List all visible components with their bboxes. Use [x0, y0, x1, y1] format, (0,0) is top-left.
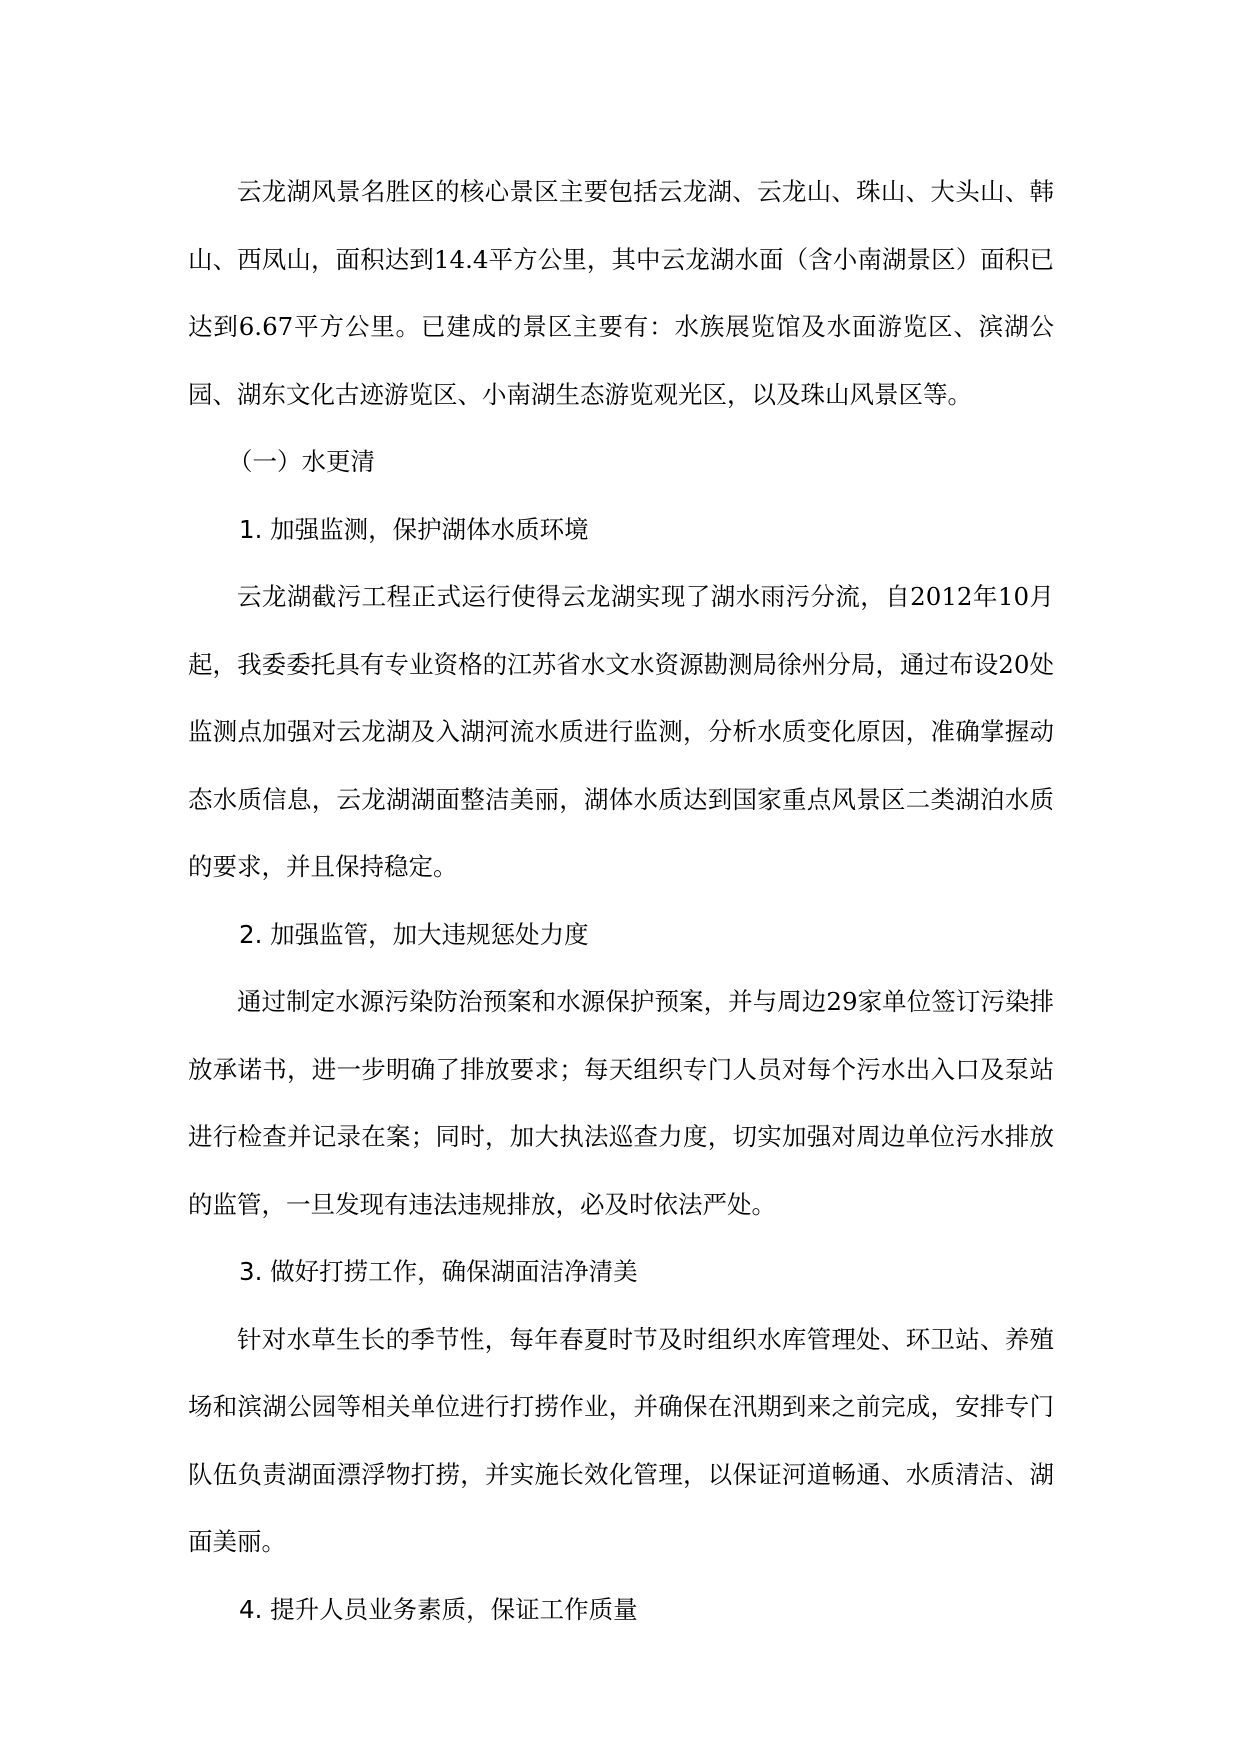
item-3-heading: 3. 做好打捞工作，确保湖面洁净清美 — [239, 1257, 638, 1286]
item-4-heading: 4. 提升人员业务素质，保证工作质量 — [239, 1594, 638, 1624]
item-2-heading: 2. 加强监管，加大违规惩处力度 — [239, 919, 589, 949]
item-2-paragraph: 通过制定水源污染防治预案和水源保护预案，并与周边29家单位签订污染排放承诺书，进一步明确了排放要求；每天组织专门人员对每个污水出入口及泵站进行检查并记录在案；同时，加大执法巡查力度，切实加强对周边单位污水排放的监管，一旦发现有违法违规排放，必及时依法严处。 — [188, 987, 1054, 1219]
item-1-heading: 1. 加强监测，保护湖体水质环境 — [239, 514, 589, 544]
document-page — [188, 158, 1054, 1643]
intro-paragraph: 云龙湖风景名胜区的核心景区主要包括云龙湖、云龙山、珠山、大头山、韩山、西凤山，面积达到14.4平方公里，其中云龙湖水面（含小南湖景区）面积已达到6.67平方公里。已建成的景区主要有：水族展览馆及水面游览区、滨湖公园、湖东文化古迹游览区、小南湖生态游览观光区，以及珠山风景区等。 — [188, 177, 1054, 409]
item-1-paragraph: 云龙湖截污工程正式运行使得云龙湖实现了湖水雨污分流，自2012年10月起，我委委托具有专业资格的江苏省水文水资源勘测局徐州分局，通过布设20处监测点加强对云龙湖及入湖河流水质进行监测，分析水质变化原因，准确掌握动态水质信息，云龙湖湖面整洁美丽，湖体水质达到国家重点风景区二类湖泊水质的要求，并且保持稳定。 — [188, 582, 1054, 881]
section-heading: （一）水更清 — [228, 447, 375, 476]
item-3-paragraph: 针对水草生长的季节性，每年春夏时节及时组织水库管理处、环卫站、养殖场和滨湖公园等相关单位进行打捞作业，并确保在汛期到来之前完成，安排专门队伍负责湖面漂浮物打捞，并实施长效化管理，以保证河道畅通、水质清洁、湖面美丽。 — [188, 1324, 1054, 1556]
